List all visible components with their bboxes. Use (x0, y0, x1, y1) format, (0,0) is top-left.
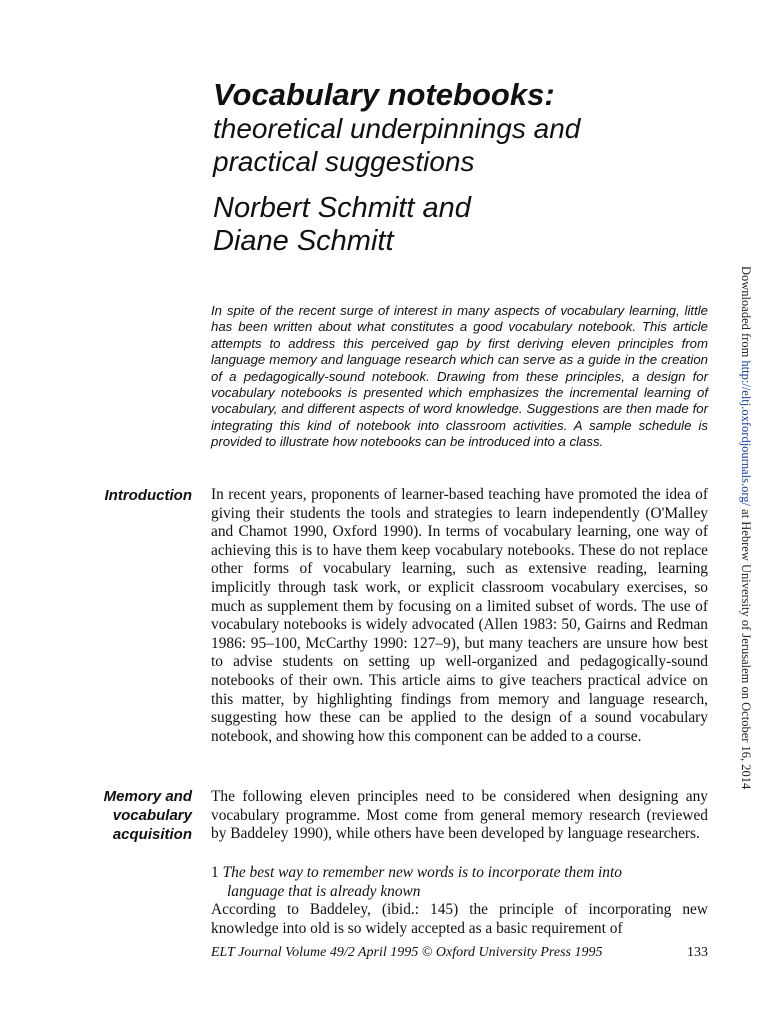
principle-1 (211, 864, 708, 938)
watermark-link[interactable]: http://eltj.oxfordjournals.org/ (739, 360, 753, 507)
abstract: In spite of the recent surge of interest in many aspects of vocabulary learning, little has been written about what constitutes a good vocabulary notebook. This article attempts to address this perceived gap by first deriving eleven principles from language memory and language research which can serve as a guide in the creation of a pedagogically-sound notebook. Drawing from these principles, a design for vocabulary notebooks is presented which emphasizes the incremental learning of vocabulary, and different aspects of word knowledge. Suggestions are then made for integrating this kind of notebook into classroom activities. A sample schedule is provided to illustrate how notebooks can be introduced into a class. (211, 303, 708, 450)
article-title: Vocabulary notebooks: (213, 77, 555, 112)
principle-number: 1 (211, 864, 219, 881)
journal-citation: ELT Journal Volume 49/2 April 1995 © Oxford University Press 1995 (211, 945, 603, 960)
watermark-suffix: at Hebrew University of Jerusalem on October 16, 2014 (739, 506, 753, 790)
title-block (213, 78, 693, 178)
download-watermark (738, 266, 756, 790)
memory-paragraph: The following eleven principles need to be considered when designing any vocabulary programme. Most come from general memory research (reviewed by Baddeley 1990), while others have been developed by language researchers. (211, 788, 708, 843)
article-subtitle-line-2: practical suggestions (213, 146, 475, 177)
introduction-paragraph: In recent years, proponents of learner-based teaching have promoted the idea of giving their students the tools and strategies to learn independently (O'Malley and Chamot 1990, Oxford 1990). In terms of vocabulary learning, one way of achieving this is to have them keep vocabulary notebooks. These do not replace other forms of vocabulary learning, such as extensive reading, learning implicitly through task work, or explicit classroom vocabulary exercises, so much as supplement them by focusing on a limited subset of words. The use of vocabulary notebooks is widely advocated (Allen 1983: 50, Gairns and Redman 1986: 95–100, McCarthy 1990: 127–9), but many teachers are unsure how best to advise students on setting up well-organized and pedagogically-sound notebooks of their own. This article aims to give teachers practical advice on this matter, by highlighting findings from memory and language research, suggesting how these can be applied to the design of a sound vocabulary notebook, and showing how this component can be added to a course. (211, 486, 708, 745)
section-heading-memory-line-2: vocabulary (112, 807, 192, 824)
principle-heading-line-1: The best way to remember new words is to incorporate them into (222, 864, 622, 881)
section-heading-memory-line-3: acquisition (112, 826, 192, 843)
section-heading-introduction: Introduction (104, 487, 192, 504)
watermark-prefix: Downloaded from (739, 266, 753, 361)
page-number: 133 (687, 945, 708, 960)
principle-heading-line-2: language that is already known (227, 882, 421, 900)
page-footer (211, 944, 708, 962)
article-subtitle-line-1: theoretical underpinnings and (213, 113, 581, 144)
principle-paragraph: According to Baddeley, (ibid.: 145) the principle of incorporating new knowledge into old is so widely accepted as a basic requirement of (211, 901, 708, 937)
authors (213, 192, 693, 258)
authors-line-1: Norbert Schmitt and (213, 192, 471, 224)
authors-line-2: Diane Schmitt (213, 225, 394, 257)
section-heading-memory (60, 787, 192, 844)
section-heading-memory-line-1: Memory and (103, 788, 192, 805)
